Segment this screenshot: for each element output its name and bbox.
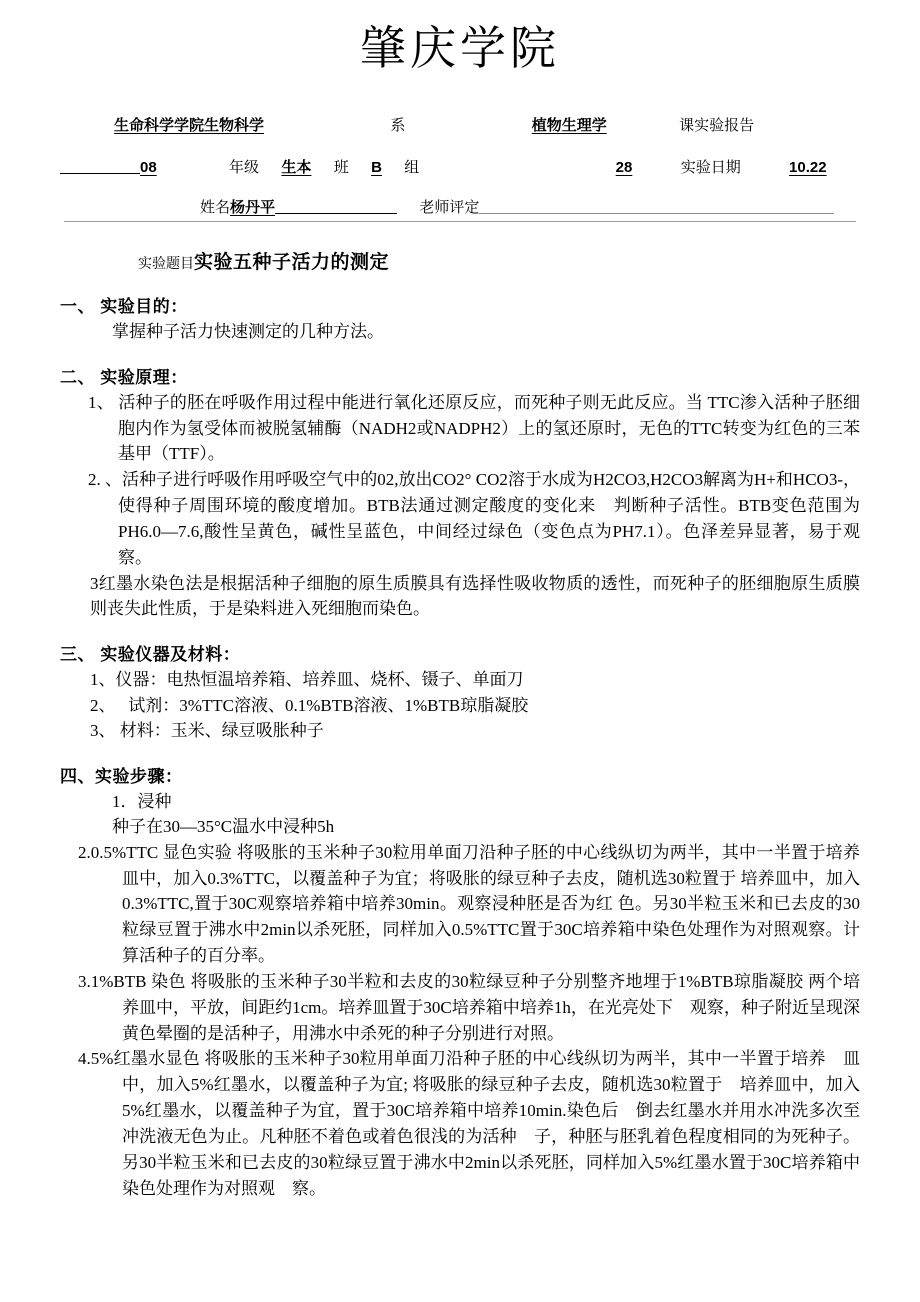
- year-field: 08: [140, 159, 157, 176]
- section-heading: 二、 实验原理：: [60, 367, 188, 387]
- header-line-class: [60, 156, 860, 177]
- section-paragraph: 掌握种子活力快速测定的几种方法。: [112, 322, 384, 341]
- teacher-rating-blank: [479, 199, 834, 214]
- date-field: 10.22: [789, 159, 827, 176]
- section-paragraph: 2、 试剂：3%TTC溶液、0.1%BTB溶液、1%BTB琼脂凝胶: [90, 695, 529, 715]
- course-suffix-label: 课实验报告: [679, 117, 755, 134]
- blank-underline: [275, 198, 397, 214]
- section-steps: [60, 762, 877, 1202]
- name-label: 姓名: [200, 199, 231, 216]
- header-line-department: [60, 114, 860, 135]
- course-field: 植物生理学: [531, 117, 607, 134]
- class-field: 生本: [281, 159, 312, 176]
- department-suffix-label: 系: [390, 117, 406, 134]
- header-line-name: [60, 196, 860, 217]
- number-field: 28: [615, 159, 633, 176]
- section-paragraph: 3、 材料：玉米、绿豆吸胀种子: [90, 721, 324, 741]
- section-heading: 一、 实验目的：: [60, 297, 188, 316]
- section-paragraph: 1、仪器：电热恒温培养箱、培养皿、烧杯、镊子、单面刀: [90, 670, 524, 690]
- teacher-rating-label: 老师评定: [419, 199, 480, 216]
- section-paragraph: 2.0.5%TTC 显色实验 将吸胀的玉米种子30粒用单面刀沿种子胚的中心线纵切为两半，其中一半置于培养 皿中，加入0.3%TTC，以覆盖种子为宜；将吸胀的绿豆种子去皮，随机选30粒置于 培养皿中，加入0.3%TTC,置于30C观察培养箱中培养30min。观察浸种胚是否为红 色。另30半粒玉米和已去皮的30粒绿豆置于沸水中2min以杀死胚，同样加入0.5%TTC置于30C培养箱中染色处理作为对照观察。计算活种子的百分率。: [78, 842, 877, 966]
- header-divider: [64, 221, 856, 222]
- date-label: 实验日期: [680, 159, 741, 176]
- experiment-title-prefix: 实验题目: [138, 255, 194, 271]
- department-field: 生命科学学院生物科学: [114, 117, 265, 134]
- experiment-title: 实验五种子活力的测定: [194, 252, 390, 273]
- section-purpose: [60, 292, 860, 345]
- page-title: 肇庆学院: [360, 23, 560, 74]
- section-instruments: [60, 640, 860, 744]
- section-paragraph: 3红墨水染色法是根据活种子细胞的原生质膜具有选择性吸收物质的透性，而死种子的胚细胞原生质膜则丧失此性质，于是染料进入死细胞而染色。: [90, 573, 860, 619]
- section-heading: 四、实验步骤：: [60, 766, 183, 786]
- name-field: 杨丹平: [230, 199, 276, 216]
- experiment-title-line: [60, 247, 860, 274]
- section-paragraph: 1、 活种子的胚在呼吸作用过程中能进行氧化还原反应，而死种子则无此反应。当 TTC渗入活种子胚细胞内作为氢受体而被脱氢辅酶（NADH2或NADPH2）上的氢还原时，无色的TTC转变为红色的三苯基甲（TTF）。: [88, 392, 860, 464]
- section-heading: 三、 实验仪器及材料：: [60, 645, 241, 665]
- section-paragraph: 2. 、活种子进行呼吸作用呼吸空气中的02,放出CO2° CO2溶于水成为H2CO3,H2CO3解离为H+和HCO3-，使得种子周围环境的酸度增加。BTB法通过测定酸度的变化来 判断种子活性。BTB变色范围为PH6.0—7.6,酸性呈黄色，碱性呈蓝色，中间经过绿色（变色点为PH7.1）。色泽差异显著，易于观察。: [88, 470, 860, 567]
- blank-underline: [60, 158, 140, 174]
- class-label: 班: [333, 159, 349, 176]
- year-label: 年级: [229, 159, 260, 176]
- group-label: 组: [404, 159, 420, 176]
- section-paragraph: 1．浸种: [112, 791, 172, 811]
- section-paragraph: 4.5%红墨水显色 将吸胀的玉米种子30粒用单面刀沿种子胚的中心线纵切为两半，其中一半置于培养 皿中，加入5%红墨水，以覆盖种子为宜; 将吸胀的绿豆种子去皮，随机选30粒置于 培养皿中，加入5%红墨水，以覆盖种子为宜，置于30C培养箱中培养10min.染色后 倒去红墨水并用水冲洗多次至冲洗液无色为止。凡种胚不着色或着色很浅的为活种 子，种胚与胚乳着色程度相同的为死种子。另30半粒玉米和已去皮的30粒绿豆置于沸水中2min以杀死胚，同样加入5%红墨水置于30C培养箱中染色处理作为对照观 察。: [78, 1049, 860, 1198]
- section-paragraph: 种子在30—35°C温水中浸种5h: [112, 817, 335, 837]
- group-field: B: [371, 159, 382, 176]
- section-principle: [60, 363, 860, 622]
- section-paragraph: 3.1%BTB 染色 将吸胀的玉米种子30半粒和去皮的30粒绿豆种子分别整齐地埋于1%BTB琼脂凝胶 两个培养皿中，平放，间距约1cm。培养皿置于30C培养箱中培养1h，在光亮处下 观察，种子附近呈现深黄色晕圈的是活种子，用沸水中杀死的种子分别进行对照。: [78, 971, 860, 1043]
